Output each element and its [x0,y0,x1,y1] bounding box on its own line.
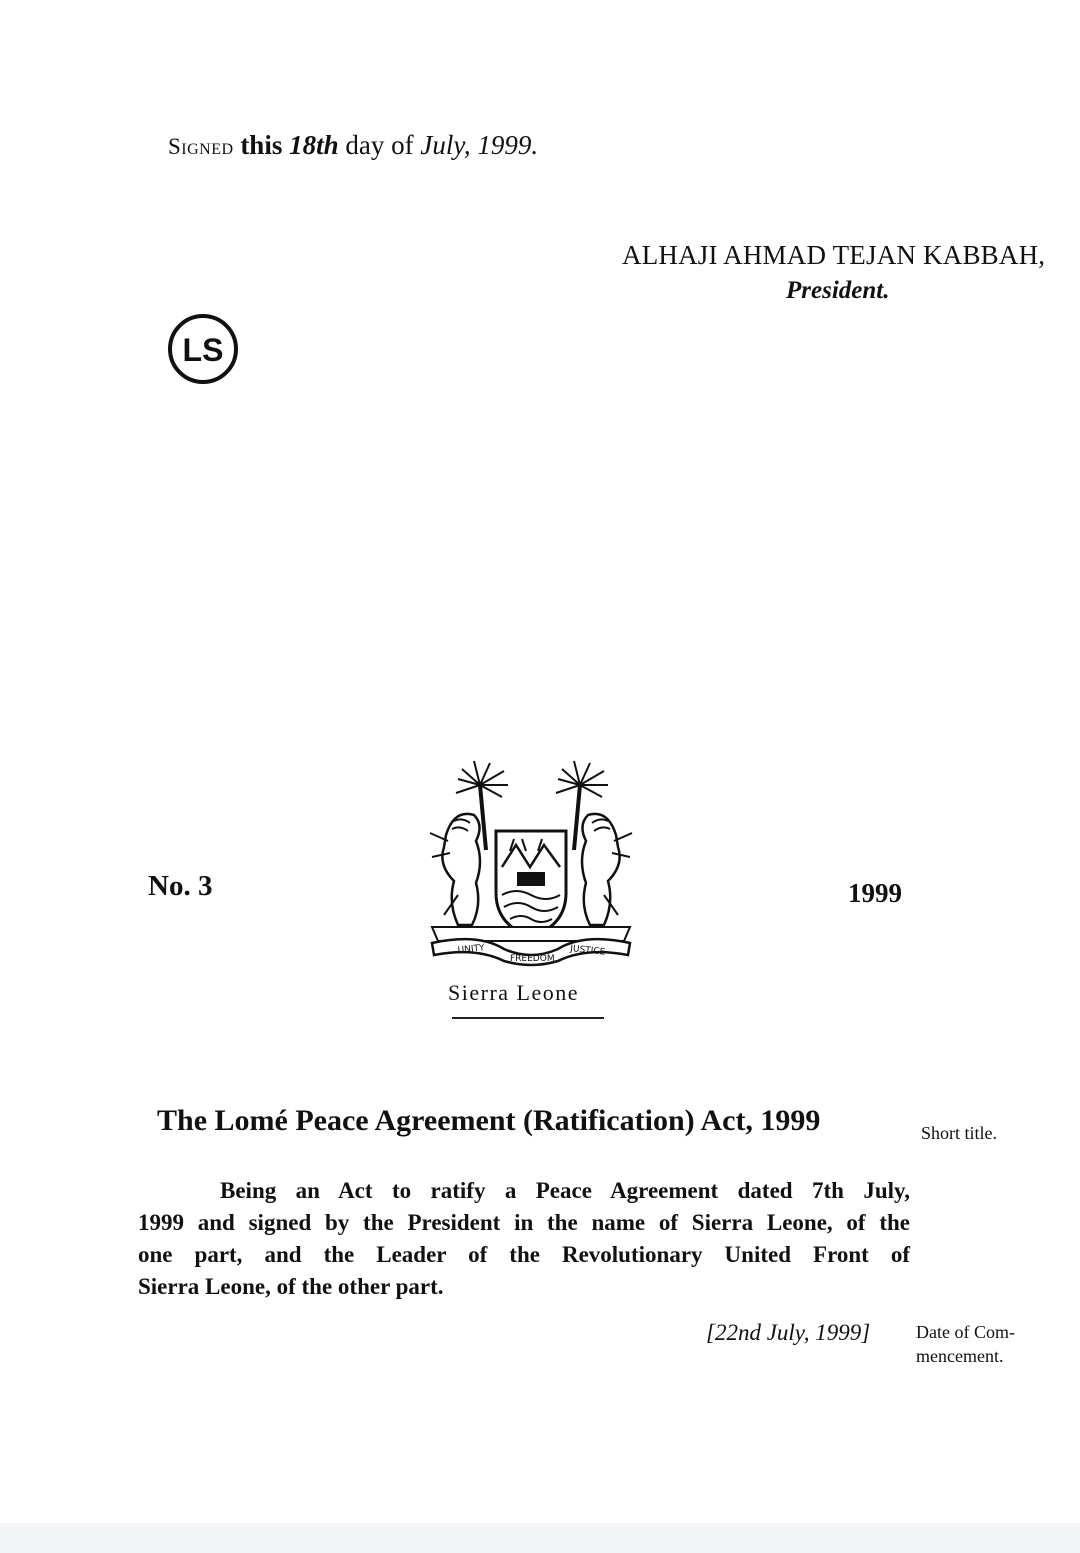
signed-line [168,130,538,161]
seal-ls-icon [167,313,239,385]
margin-note-commencement: Date of Com- mencement. [916,1322,1015,1366]
signatory-name: ALHAJI AHMAD TEJAN KABBAH, [622,240,1046,270]
day-of-text: day of [345,130,414,160]
motto-freedom: FREEDOM [510,954,555,964]
act-number: No. 3 [148,870,213,902]
signing-date: July, 1999. [420,130,539,160]
seal-text: LS [182,332,224,368]
margin-note-short-title: Short title. [921,1123,997,1143]
viewer-bottom-strip [0,1523,1080,1553]
motto-unity: UNITY [457,943,486,956]
signatory-title: President. [786,277,890,304]
long-title-line: one part, and the Leader of the Revolutionary United Front of [138,1242,910,1267]
long-title-line: Being an Act to ratify a Peace Agreement dated 7th July, [220,1178,910,1203]
long-title-line: 1999 and signed by the President in the name of Sierra Leone, of the [138,1210,910,1235]
this-word: this [240,130,283,160]
long-title [138,1175,910,1303]
coat-of-arms-icon [418,755,644,967]
long-title-line: Sierra Leone, of the other part. [138,1274,444,1299]
country-name: Sierra Leone [448,980,579,1005]
motto-justice: JUSTICE [569,944,606,958]
act-title: The Lomé Peace Agreement (Ratification) Act, 1999 [157,1104,821,1137]
signed-word: Signed [168,134,234,159]
country-underline [452,1017,604,1019]
act-year: 1999 [848,878,902,908]
signing-day: 18th [289,130,339,160]
commencement-date: [22nd July, 1999] [706,1320,871,1345]
